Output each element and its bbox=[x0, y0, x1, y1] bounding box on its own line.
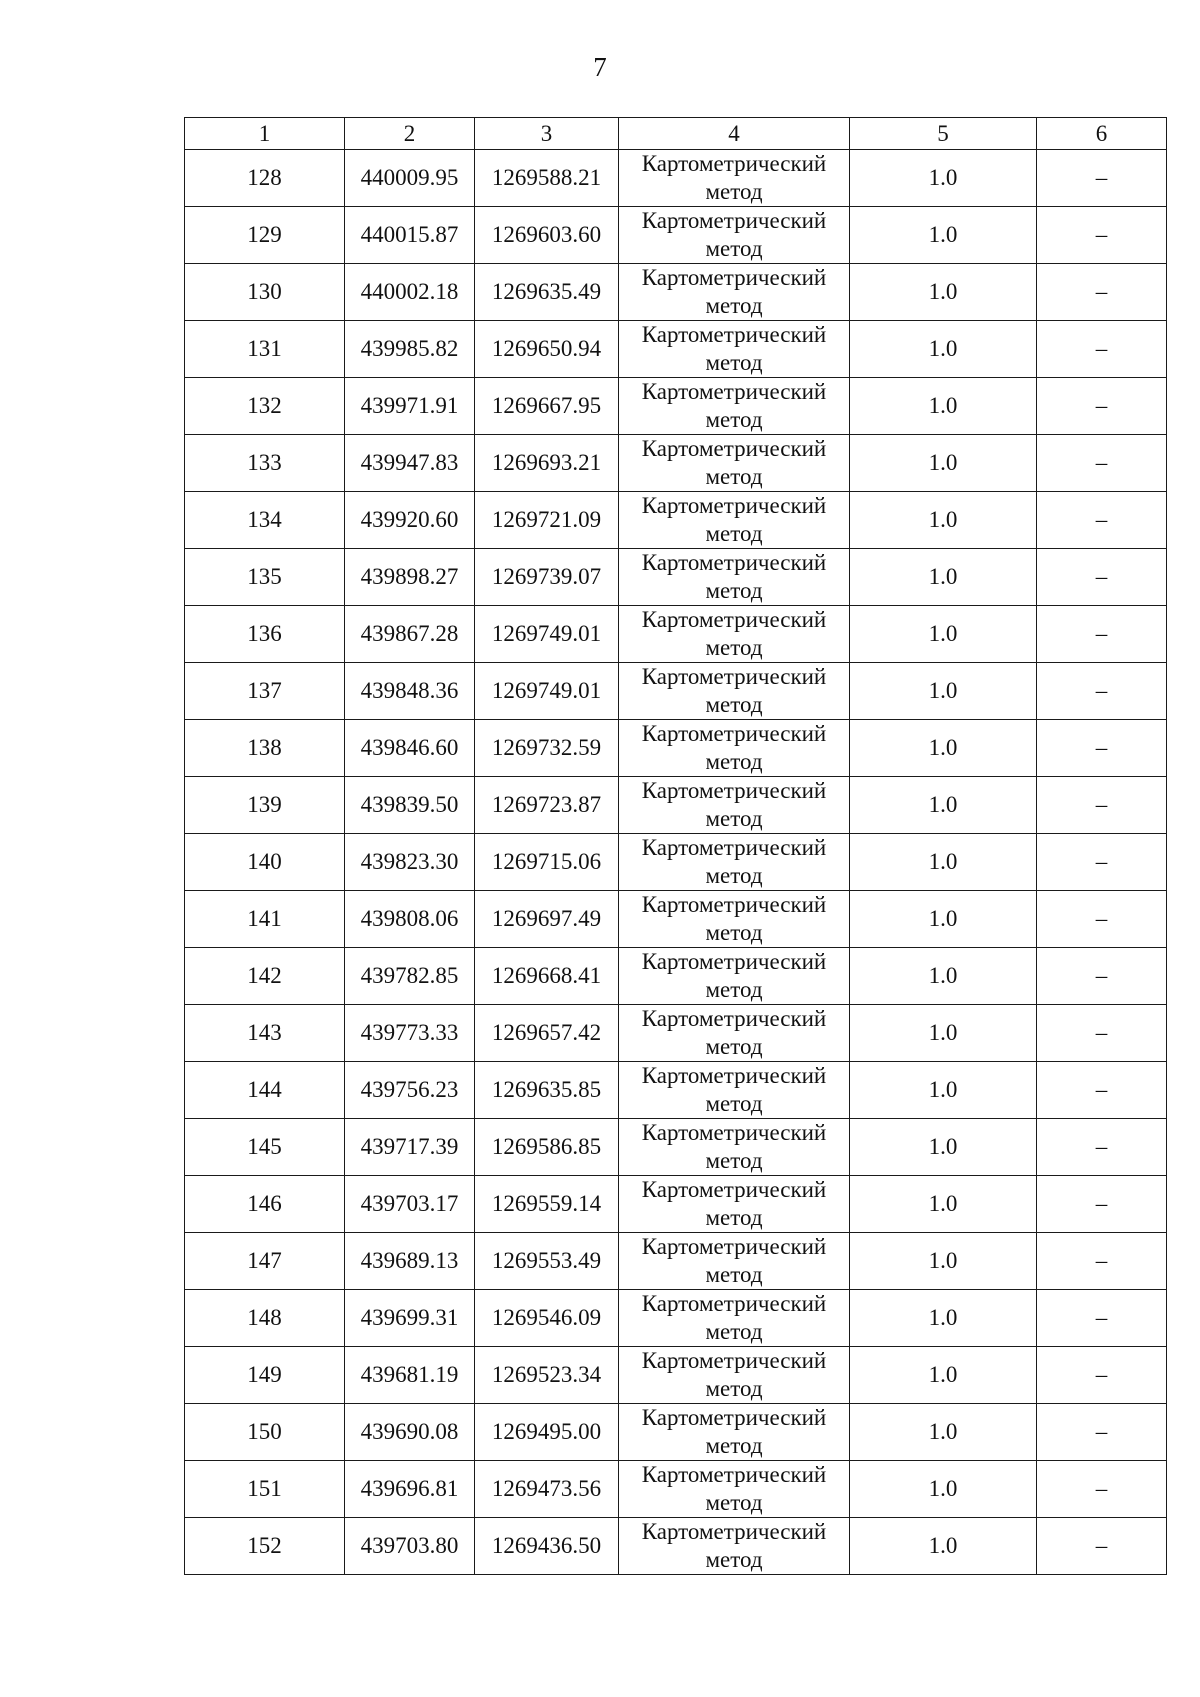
method-line-2: метод bbox=[705, 920, 763, 945]
method-line-2: метод bbox=[705, 692, 763, 717]
x-coordinate-cell: 439782.85 bbox=[345, 948, 475, 1005]
y-coordinate-cell: 1269635.85 bbox=[475, 1062, 619, 1119]
method-cell bbox=[619, 1233, 850, 1290]
point-number-cell: 150 bbox=[185, 1404, 345, 1461]
point-number-cell: 139 bbox=[185, 777, 345, 834]
note-cell: – bbox=[1037, 150, 1167, 207]
note-cell: – bbox=[1037, 948, 1167, 1005]
table-row bbox=[185, 834, 1167, 891]
method-line-1: Картометрический bbox=[641, 1348, 827, 1373]
table-row bbox=[185, 1062, 1167, 1119]
y-coordinate-cell: 1269495.00 bbox=[475, 1404, 619, 1461]
x-coordinate-cell: 439773.33 bbox=[345, 1005, 475, 1062]
point-number-cell: 151 bbox=[185, 1461, 345, 1518]
column-header-6: 6 bbox=[1037, 118, 1167, 150]
y-coordinate-cell: 1269739.07 bbox=[475, 549, 619, 606]
method-cell bbox=[619, 663, 850, 720]
method-line-1: Картометрический bbox=[641, 607, 827, 632]
method-line-2: метод bbox=[705, 293, 763, 318]
x-coordinate-cell: 439985.82 bbox=[345, 321, 475, 378]
point-number-cell: 133 bbox=[185, 435, 345, 492]
y-coordinate-cell: 1269732.59 bbox=[475, 720, 619, 777]
method-cell bbox=[619, 1404, 850, 1461]
x-coordinate-cell: 439696.81 bbox=[345, 1461, 475, 1518]
y-coordinate-cell: 1269436.50 bbox=[475, 1518, 619, 1575]
method-line-1: Картометрический bbox=[641, 1462, 827, 1487]
table-row bbox=[185, 1290, 1167, 1347]
table-row bbox=[185, 321, 1167, 378]
method-line-2: метод bbox=[705, 1433, 763, 1458]
x-coordinate-cell: 439920.60 bbox=[345, 492, 475, 549]
method-line-1: Картометрический bbox=[641, 493, 827, 518]
accuracy-cell: 1.0 bbox=[850, 1347, 1037, 1404]
table-row bbox=[185, 1233, 1167, 1290]
method-cell bbox=[619, 321, 850, 378]
method-cell bbox=[619, 891, 850, 948]
x-coordinate-cell: 439699.31 bbox=[345, 1290, 475, 1347]
note-cell: – bbox=[1037, 777, 1167, 834]
method-line-2: метод bbox=[705, 1091, 763, 1116]
note-cell: – bbox=[1037, 1290, 1167, 1347]
y-coordinate-cell: 1269473.56 bbox=[475, 1461, 619, 1518]
accuracy-cell: 1.0 bbox=[850, 1176, 1037, 1233]
accuracy-cell: 1.0 bbox=[850, 435, 1037, 492]
method-line-1: Картометрический bbox=[641, 322, 827, 347]
note-cell: – bbox=[1037, 207, 1167, 264]
point-number-cell: 135 bbox=[185, 549, 345, 606]
y-coordinate-cell: 1269603.60 bbox=[475, 207, 619, 264]
method-line-2: метод bbox=[705, 749, 763, 774]
y-coordinate-cell: 1269668.41 bbox=[475, 948, 619, 1005]
y-coordinate-cell: 1269588.21 bbox=[475, 150, 619, 207]
method-line-2: метод bbox=[705, 407, 763, 432]
x-coordinate-cell: 439898.27 bbox=[345, 549, 475, 606]
accuracy-cell: 1.0 bbox=[850, 1518, 1037, 1575]
column-header-4: 4 bbox=[619, 118, 850, 150]
coordinates-table bbox=[184, 117, 1167, 1575]
accuracy-cell: 1.0 bbox=[850, 1233, 1037, 1290]
table-row bbox=[185, 150, 1167, 207]
x-coordinate-cell: 439867.28 bbox=[345, 606, 475, 663]
method-line-1: Картометрический bbox=[641, 1006, 827, 1031]
point-number-cell: 144 bbox=[185, 1062, 345, 1119]
method-line-1: Картометрический bbox=[641, 379, 827, 404]
method-line-2: метод bbox=[705, 179, 763, 204]
method-line-1: Картометрический bbox=[641, 835, 827, 860]
x-coordinate-cell: 439839.50 bbox=[345, 777, 475, 834]
table-row bbox=[185, 264, 1167, 321]
method-line-1: Картометрический bbox=[641, 1234, 827, 1259]
accuracy-cell: 1.0 bbox=[850, 264, 1037, 321]
method-line-2: метод bbox=[705, 1034, 763, 1059]
method-line-2: метод bbox=[705, 635, 763, 660]
x-coordinate-cell: 440002.18 bbox=[345, 264, 475, 321]
method-cell bbox=[619, 1176, 850, 1233]
accuracy-cell: 1.0 bbox=[850, 1119, 1037, 1176]
accuracy-cell: 1.0 bbox=[850, 378, 1037, 435]
method-line-2: метод bbox=[705, 1205, 763, 1230]
table-row bbox=[185, 720, 1167, 777]
method-line-1: Картометрический bbox=[641, 949, 827, 974]
x-coordinate-cell: 440009.95 bbox=[345, 150, 475, 207]
method-cell bbox=[619, 1518, 850, 1575]
x-coordinate-cell: 439947.83 bbox=[345, 435, 475, 492]
accuracy-cell: 1.0 bbox=[850, 777, 1037, 834]
method-line-2: метод bbox=[705, 1148, 763, 1173]
accuracy-cell: 1.0 bbox=[850, 1290, 1037, 1347]
table-row bbox=[185, 378, 1167, 435]
accuracy-cell: 1.0 bbox=[850, 663, 1037, 720]
method-cell bbox=[619, 606, 850, 663]
method-cell bbox=[619, 207, 850, 264]
y-coordinate-cell: 1269553.49 bbox=[475, 1233, 619, 1290]
table-row bbox=[185, 606, 1167, 663]
method-line-1: Картометрический bbox=[641, 436, 827, 461]
method-line-2: метод bbox=[705, 464, 763, 489]
accuracy-cell: 1.0 bbox=[850, 150, 1037, 207]
y-coordinate-cell: 1269749.01 bbox=[475, 663, 619, 720]
method-line-1: Картометрический bbox=[641, 1177, 827, 1202]
note-cell: – bbox=[1037, 1119, 1167, 1176]
point-number-cell: 129 bbox=[185, 207, 345, 264]
accuracy-cell: 1.0 bbox=[850, 1404, 1037, 1461]
method-cell bbox=[619, 834, 850, 891]
method-cell bbox=[619, 378, 850, 435]
point-number-cell: 149 bbox=[185, 1347, 345, 1404]
method-cell bbox=[619, 435, 850, 492]
method-line-1: Картометрический bbox=[641, 1405, 827, 1430]
method-line-2: метод bbox=[705, 1319, 763, 1344]
point-number-cell: 143 bbox=[185, 1005, 345, 1062]
note-cell: – bbox=[1037, 663, 1167, 720]
point-number-cell: 132 bbox=[185, 378, 345, 435]
table-row bbox=[185, 435, 1167, 492]
x-coordinate-cell: 439971.91 bbox=[345, 378, 475, 435]
table-header-row bbox=[185, 118, 1167, 150]
point-number-cell: 134 bbox=[185, 492, 345, 549]
note-cell: – bbox=[1037, 264, 1167, 321]
method-line-2: метод bbox=[705, 863, 763, 888]
method-line-1: Картометрический bbox=[641, 208, 827, 233]
method-cell bbox=[619, 1119, 850, 1176]
note-cell: – bbox=[1037, 1233, 1167, 1290]
table-row bbox=[185, 1119, 1167, 1176]
y-coordinate-cell: 1269723.87 bbox=[475, 777, 619, 834]
method-line-1: Картометрический bbox=[641, 664, 827, 689]
y-coordinate-cell: 1269749.01 bbox=[475, 606, 619, 663]
accuracy-cell: 1.0 bbox=[850, 1062, 1037, 1119]
method-line-2: метод bbox=[705, 1262, 763, 1287]
table-row bbox=[185, 1005, 1167, 1062]
method-line-1: Картометрический bbox=[641, 1519, 827, 1544]
accuracy-cell: 1.0 bbox=[850, 720, 1037, 777]
note-cell: – bbox=[1037, 492, 1167, 549]
table-row bbox=[185, 1347, 1167, 1404]
table-row bbox=[185, 1176, 1167, 1233]
y-coordinate-cell: 1269546.09 bbox=[475, 1290, 619, 1347]
point-number-cell: 141 bbox=[185, 891, 345, 948]
method-cell bbox=[619, 948, 850, 1005]
x-coordinate-cell: 439717.39 bbox=[345, 1119, 475, 1176]
method-line-2: метод bbox=[705, 1490, 763, 1515]
x-coordinate-cell: 439689.13 bbox=[345, 1233, 475, 1290]
y-coordinate-cell: 1269697.49 bbox=[475, 891, 619, 948]
method-line-1: Картометрический bbox=[641, 1120, 827, 1145]
note-cell: – bbox=[1037, 435, 1167, 492]
note-cell: – bbox=[1037, 1005, 1167, 1062]
note-cell: – bbox=[1037, 891, 1167, 948]
accuracy-cell: 1.0 bbox=[850, 207, 1037, 264]
y-coordinate-cell: 1269650.94 bbox=[475, 321, 619, 378]
method-line-1: Картометрический bbox=[641, 1063, 827, 1088]
method-line-1: Картометрический bbox=[641, 1291, 827, 1316]
column-header-1: 1 bbox=[185, 118, 345, 150]
method-cell bbox=[619, 150, 850, 207]
method-line-1: Картометрический bbox=[641, 892, 827, 917]
y-coordinate-cell: 1269559.14 bbox=[475, 1176, 619, 1233]
point-number-cell: 138 bbox=[185, 720, 345, 777]
point-number-cell: 137 bbox=[185, 663, 345, 720]
page-number: 7 bbox=[593, 52, 607, 82]
x-coordinate-cell: 439808.06 bbox=[345, 891, 475, 948]
column-header-2: 2 bbox=[345, 118, 475, 150]
note-cell: – bbox=[1037, 321, 1167, 378]
table-row bbox=[185, 777, 1167, 834]
method-cell bbox=[619, 264, 850, 321]
table-row bbox=[185, 948, 1167, 1005]
note-cell: – bbox=[1037, 606, 1167, 663]
accuracy-cell: 1.0 bbox=[850, 834, 1037, 891]
x-coordinate-cell: 439848.36 bbox=[345, 663, 475, 720]
method-line-2: метод bbox=[705, 578, 763, 603]
y-coordinate-cell: 1269523.34 bbox=[475, 1347, 619, 1404]
note-cell: – bbox=[1037, 1062, 1167, 1119]
accuracy-cell: 1.0 bbox=[850, 492, 1037, 549]
y-coordinate-cell: 1269721.09 bbox=[475, 492, 619, 549]
method-line-2: метод bbox=[705, 977, 763, 1002]
x-coordinate-cell: 439823.30 bbox=[345, 834, 475, 891]
method-line-1: Картометрический bbox=[641, 721, 827, 746]
note-cell: – bbox=[1037, 834, 1167, 891]
accuracy-cell: 1.0 bbox=[850, 321, 1037, 378]
note-cell: – bbox=[1037, 1461, 1167, 1518]
method-line-1: Картометрический bbox=[641, 550, 827, 575]
table-row bbox=[185, 549, 1167, 606]
point-number-cell: 145 bbox=[185, 1119, 345, 1176]
y-coordinate-cell: 1269693.21 bbox=[475, 435, 619, 492]
method-line-2: метод bbox=[705, 236, 763, 261]
note-cell: – bbox=[1037, 1347, 1167, 1404]
method-line-1: Картометрический bbox=[641, 151, 827, 176]
x-coordinate-cell: 439846.60 bbox=[345, 720, 475, 777]
accuracy-cell: 1.0 bbox=[850, 948, 1037, 1005]
note-cell: – bbox=[1037, 378, 1167, 435]
point-number-cell: 131 bbox=[185, 321, 345, 378]
note-cell: – bbox=[1037, 1518, 1167, 1575]
x-coordinate-cell: 440015.87 bbox=[345, 207, 475, 264]
method-line-1: Картометрический bbox=[641, 265, 827, 290]
x-coordinate-cell: 439681.19 bbox=[345, 1347, 475, 1404]
table-row bbox=[185, 492, 1167, 549]
y-coordinate-cell: 1269657.42 bbox=[475, 1005, 619, 1062]
table-row bbox=[185, 207, 1167, 264]
point-number-cell: 140 bbox=[185, 834, 345, 891]
method-line-1: Картометрический bbox=[641, 778, 827, 803]
y-coordinate-cell: 1269667.95 bbox=[475, 378, 619, 435]
accuracy-cell: 1.0 bbox=[850, 549, 1037, 606]
point-number-cell: 128 bbox=[185, 150, 345, 207]
method-line-2: метод bbox=[705, 806, 763, 831]
point-number-cell: 142 bbox=[185, 948, 345, 1005]
table-row bbox=[185, 1404, 1167, 1461]
method-cell bbox=[619, 492, 850, 549]
method-cell bbox=[619, 777, 850, 834]
note-cell: – bbox=[1037, 549, 1167, 606]
accuracy-cell: 1.0 bbox=[850, 1461, 1037, 1518]
method-cell bbox=[619, 1347, 850, 1404]
column-header-5: 5 bbox=[850, 118, 1037, 150]
accuracy-cell: 1.0 bbox=[850, 606, 1037, 663]
note-cell: – bbox=[1037, 1176, 1167, 1233]
method-line-2: метод bbox=[705, 521, 763, 546]
accuracy-cell: 1.0 bbox=[850, 891, 1037, 948]
table-row bbox=[185, 891, 1167, 948]
method-cell bbox=[619, 720, 850, 777]
point-number-cell: 147 bbox=[185, 1233, 345, 1290]
method-cell bbox=[619, 1005, 850, 1062]
method-cell bbox=[619, 1461, 850, 1518]
note-cell: – bbox=[1037, 720, 1167, 777]
y-coordinate-cell: 1269635.49 bbox=[475, 264, 619, 321]
method-line-2: метод bbox=[705, 1376, 763, 1401]
point-number-cell: 148 bbox=[185, 1290, 345, 1347]
method-line-2: метод bbox=[705, 350, 763, 375]
accuracy-cell: 1.0 bbox=[850, 1005, 1037, 1062]
method-line-2: метод bbox=[705, 1547, 763, 1572]
table-row bbox=[185, 1518, 1167, 1575]
method-cell bbox=[619, 1290, 850, 1347]
x-coordinate-cell: 439703.17 bbox=[345, 1176, 475, 1233]
y-coordinate-cell: 1269715.06 bbox=[475, 834, 619, 891]
point-number-cell: 146 bbox=[185, 1176, 345, 1233]
x-coordinate-cell: 439690.08 bbox=[345, 1404, 475, 1461]
column-header-3: 3 bbox=[475, 118, 619, 150]
point-number-cell: 152 bbox=[185, 1518, 345, 1575]
method-cell bbox=[619, 549, 850, 606]
table-row bbox=[185, 1461, 1167, 1518]
method-cell bbox=[619, 1062, 850, 1119]
y-coordinate-cell: 1269586.85 bbox=[475, 1119, 619, 1176]
point-number-cell: 136 bbox=[185, 606, 345, 663]
note-cell: – bbox=[1037, 1404, 1167, 1461]
point-number-cell: 130 bbox=[185, 264, 345, 321]
table-row bbox=[185, 663, 1167, 720]
x-coordinate-cell: 439703.80 bbox=[345, 1518, 475, 1575]
x-coordinate-cell: 439756.23 bbox=[345, 1062, 475, 1119]
